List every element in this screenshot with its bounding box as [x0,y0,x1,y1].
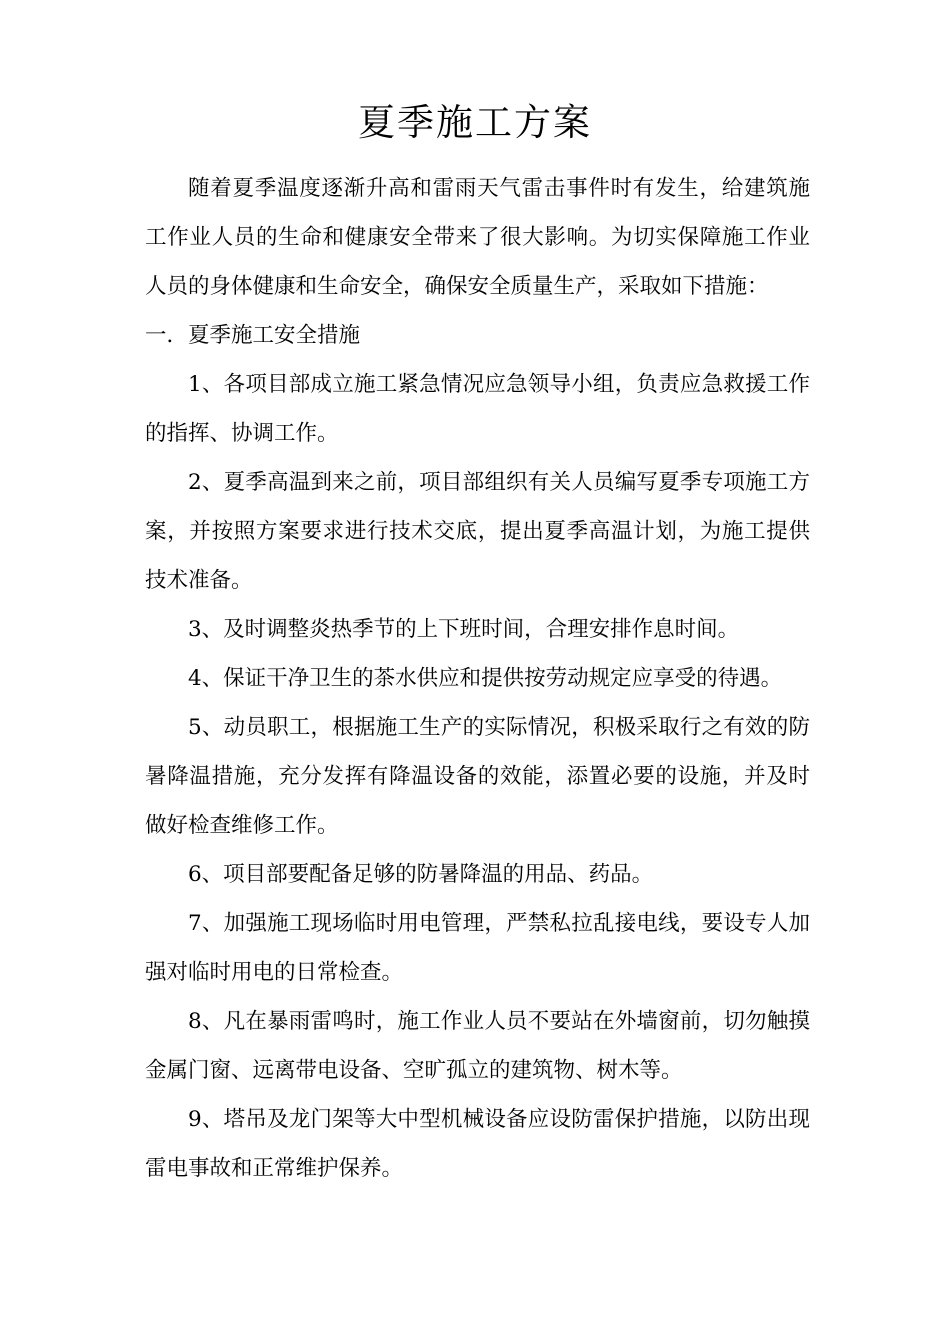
document-title: 夏季施工方案 [358,101,592,144]
measure-item-9: 9、塔吊及龙门架等大中型机械设备应设防雷保护措施，以防出现雷电事故和正常维护保养。 [145,1107,810,1181]
measure-item-7: 7、加强施工现场临时用电管理，严禁私拉乱接电线，要设专人加强对临时用电的日常检查。 [145,911,810,985]
measure-item-3: 3、及时调整炎热季节的上下班时间，合理安排作息时间。 [188,617,740,642]
measure-item-5: 5、动员职工，根据施工生产的实际情况，积极采取行之有效的防暑降温措施，充分发挥有降温设备的效能，添置必要的设施，并及时做好检查维修工作。 [145,715,810,838]
document-body [145,164,810,1193]
intro-paragraph: 随着夏季温度逐渐升高和雷雨天气雷击事件时有发生，给建筑施工作业人员的生命和健康安全带来了很大影响。为切实保障施工作业人员的身体健康和生命安全，确保安全质量生产，采取如下措施： [145,176,810,299]
section-heading-1: 一．夏季施工安全措施 [145,323,361,348]
measure-item-4: 4、保证干净卫生的茶水供应和提供按劳动规定应享受的待遇。 [188,666,783,691]
measure-item-8: 8、凡在暴雨雷鸣时，施工作业人员不要站在外墙窗前，切勿触摸金属门窗、远离带电设备、空旷孤立的建筑物、树木等。 [145,1009,810,1083]
measure-item-1: 1、各项目部成立施工紧急情况应急领导小组，负责应急救援工作的指挥、协调工作。 [145,372,810,446]
measure-item-6: 6、项目部要配备足够的防暑降温的用品、药品。 [188,862,654,887]
measure-item-2: 2、夏季高温到来之前，项目部组织有关人员编写夏季专项施工方案，并按照方案要求进行技术交底，提出夏季高温计划，为施工提供技术准备。 [145,470,810,593]
